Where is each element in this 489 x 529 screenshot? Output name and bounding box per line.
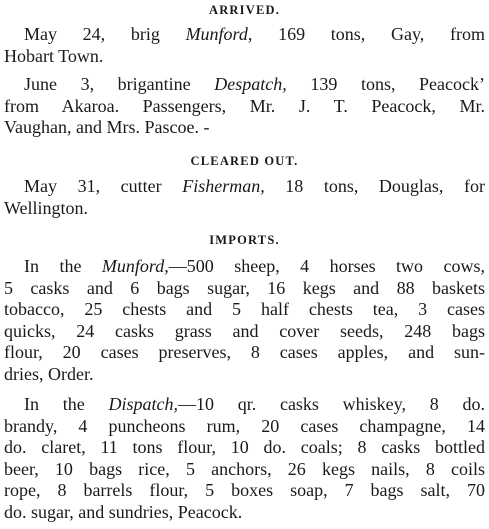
entry-line: In the Munford,—500 sheep, 4 horses two cows, xyxy=(24,256,485,276)
entry-munford-imports xyxy=(4,256,485,386)
entry-line: dries, Order. xyxy=(4,363,94,384)
entry-line: brandy, 4 puncheons rum, 20 cases champagne, 14 xyxy=(4,415,485,436)
heading-arrived: ARRIVED. xyxy=(208,3,281,17)
entry-line: beer, 10 bags rice, 5 anchors, 26 kegs nails, 8 coils xyxy=(4,458,485,479)
entry-line: May 31, cutter Fisherman, 18 tons, Douglas, for xyxy=(24,176,485,196)
entry-munford-arrival xyxy=(4,24,485,67)
heading-cleared-out: CLEARED OUT. xyxy=(190,154,299,168)
entry-dispatch-imports xyxy=(4,394,485,524)
entry-line: do. sugar, and sundries, Peacock. xyxy=(4,501,243,522)
entry-line: do. claret, 11 tons flour, 10 do. coals; 8 casks bottled xyxy=(4,437,485,458)
ship-name: Dispatch, xyxy=(108,394,178,414)
ship-name: Despatch, xyxy=(214,74,287,94)
entry-line: quicks, 24 casks grass and cover seeds, 248 bags xyxy=(4,320,485,341)
entry-line: Vaughan, and Mrs. Pascoe. - xyxy=(4,117,210,138)
entry-fisherman-cleared xyxy=(4,176,485,219)
entry-line: May 24, brig Munford, 169 tons, Gay, from xyxy=(24,24,485,44)
entry-line: from Akaroa. Passengers, Mr. J. T. Peacock, Mr. xyxy=(4,95,485,116)
entry-line: Wellington. xyxy=(4,197,89,218)
ship-name: Munford, xyxy=(101,256,169,276)
ship-name: Munford, xyxy=(185,24,253,44)
heading-imports: IMPORTS. xyxy=(209,233,280,247)
entry-line: June 3, brigantine Despatch, 139 tons, Peacock’ xyxy=(24,74,485,94)
entry-despatch-arrival xyxy=(4,74,485,139)
entry-line: 5 casks and 6 bags sugar, 16 kegs and 88 baskets xyxy=(4,277,485,298)
entry-line: flour, 20 cases preserves, 8 cases apples, and sun- xyxy=(4,342,485,363)
entry-line: Hobart Town. xyxy=(4,45,104,66)
entry-line: In the Dispatch,—10 qr. casks whiskey, 8 do. xyxy=(24,394,485,414)
entry-line: rope, 8 barrels flour, 5 boxes soap, 7 bags salt, 70 xyxy=(4,480,485,501)
ship-name: Fisherman, xyxy=(182,176,265,196)
entry-line: tobacco, 25 chests and 5 half chests tea, 3 cases xyxy=(4,299,485,320)
